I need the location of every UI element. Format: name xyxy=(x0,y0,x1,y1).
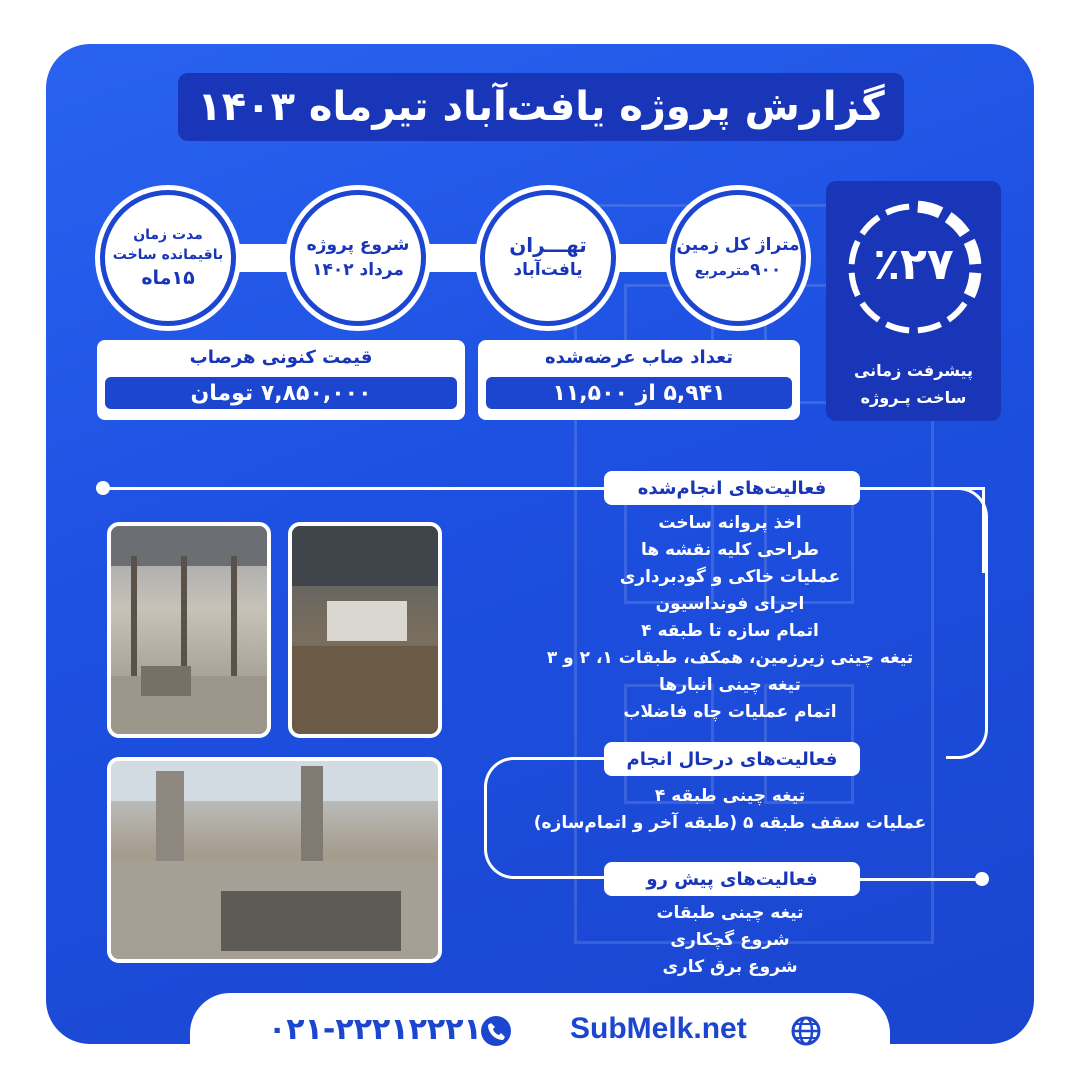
timeline-dot-left xyxy=(96,481,110,495)
in-progress-item: عملیات سقف طبقه ۵ (طبقه آخر و اتمام‌سازه) xyxy=(533,813,927,833)
price-box xyxy=(97,340,465,420)
progress-label xyxy=(826,357,1001,411)
done-item: طراحی کلیه نقشه ها xyxy=(640,540,820,560)
land-area-circle xyxy=(670,190,806,326)
remaining-time-label: مدت زمان xyxy=(133,227,203,243)
location-circle xyxy=(480,190,616,326)
phone-icon xyxy=(480,1015,512,1047)
land-area-unit: مترمربع xyxy=(694,262,751,279)
project-start-value: مرداد ۱۴۰۲ xyxy=(312,260,404,280)
timeline-dot-right xyxy=(975,872,989,886)
photo-1-structure xyxy=(111,526,267,734)
progress-label-line1: پیشرفت زمانی xyxy=(853,361,974,380)
done-list xyxy=(480,510,980,726)
location-city: تهـــران xyxy=(509,233,587,257)
progress-ring-segment xyxy=(918,324,941,330)
progress-ring-segment xyxy=(886,324,909,330)
units-offered-box xyxy=(478,340,800,420)
done-item: تیغه چینی زیرزمین، همکف، طبقات ۱، ۲ و ۳ xyxy=(546,648,914,668)
price-label: قیمت کنونی هرصاب xyxy=(189,347,373,368)
phone-number[interactable]: ۰۲۱-۲۲۲۱۲۲۲۱ xyxy=(268,1012,482,1047)
done-item: اتمام سازه تا طبقه ۴ xyxy=(641,621,819,641)
progress-ring-segment xyxy=(862,217,879,234)
report-title-box xyxy=(178,73,904,141)
done-title: فعالیت‌های انجام‌شده xyxy=(604,471,860,505)
done-item: اجرای فونداسیون xyxy=(655,594,805,614)
progress-ring-segment xyxy=(948,217,965,234)
progress-ring-segment xyxy=(918,207,941,213)
units-offered-label: تعداد صاب عرضه‌شده xyxy=(544,347,734,368)
progress-percent: ٪۲۷ xyxy=(873,239,954,290)
units-offered-value: ۵,۹۴۱ از ۱۱,۵۰۰ xyxy=(486,377,792,409)
remaining-time-circle xyxy=(100,190,236,326)
in-progress-item: تیغه چینی طبقه ۴ xyxy=(654,786,806,806)
done-item: عملیات خاکی و گودبرداری xyxy=(619,567,841,587)
price-value: ۷,۸۵۰,۰۰۰ تومان xyxy=(105,377,457,409)
in-progress-title: فعالیت‌های درحال انجام xyxy=(604,742,860,776)
project-start-label: شروع پروژه xyxy=(306,235,410,255)
website-link[interactable]: SubMelk.net xyxy=(570,1012,747,1045)
photo-3-rooftop xyxy=(111,761,438,959)
in-progress-list xyxy=(480,783,980,837)
remaining-time-label2: باقیمانده ساخت xyxy=(112,247,224,263)
done-item: اتمام عملیات چاه فاضلاب xyxy=(623,702,837,722)
construction-photo-2 xyxy=(288,522,442,738)
upcoming-item: شروع گچکاری xyxy=(670,930,790,950)
done-item: تیغه چینی انبارها xyxy=(659,675,801,695)
globe-icon xyxy=(790,1015,822,1047)
remaining-time-value: ۱۵ماه xyxy=(141,267,195,289)
timeline-bottom-line xyxy=(860,878,980,881)
upcoming-item: تیغه چینی طبقات xyxy=(656,903,804,923)
land-area-number: ۹۰۰ xyxy=(750,259,782,280)
upcoming-title: فعالیت‌های پیش رو xyxy=(604,862,860,896)
construction-photo-3 xyxy=(107,757,442,963)
land-area-value xyxy=(695,257,781,284)
progress-ring-segment xyxy=(948,303,965,320)
upcoming-list xyxy=(480,900,980,981)
construction-photo-1 xyxy=(107,522,271,738)
done-item: اخذ پروانه ساخت xyxy=(658,513,802,533)
progress-panel xyxy=(826,181,1001,421)
progress-ring-segment xyxy=(862,303,879,320)
location-district: یافت‌آباد xyxy=(513,260,583,280)
project-start-circle xyxy=(290,190,426,326)
progress-ring-segment xyxy=(886,207,909,213)
report-title: گزارش پروژه یافت‌آباد تیرماه ۱۴۰۳ xyxy=(197,84,885,130)
upcoming-item: شروع برق کاری xyxy=(662,957,798,977)
progress-label-line2: ساخت پـروژه xyxy=(860,388,967,407)
land-area-label: متراژ کل زمین xyxy=(676,234,800,255)
photo-2-interior xyxy=(292,526,438,734)
